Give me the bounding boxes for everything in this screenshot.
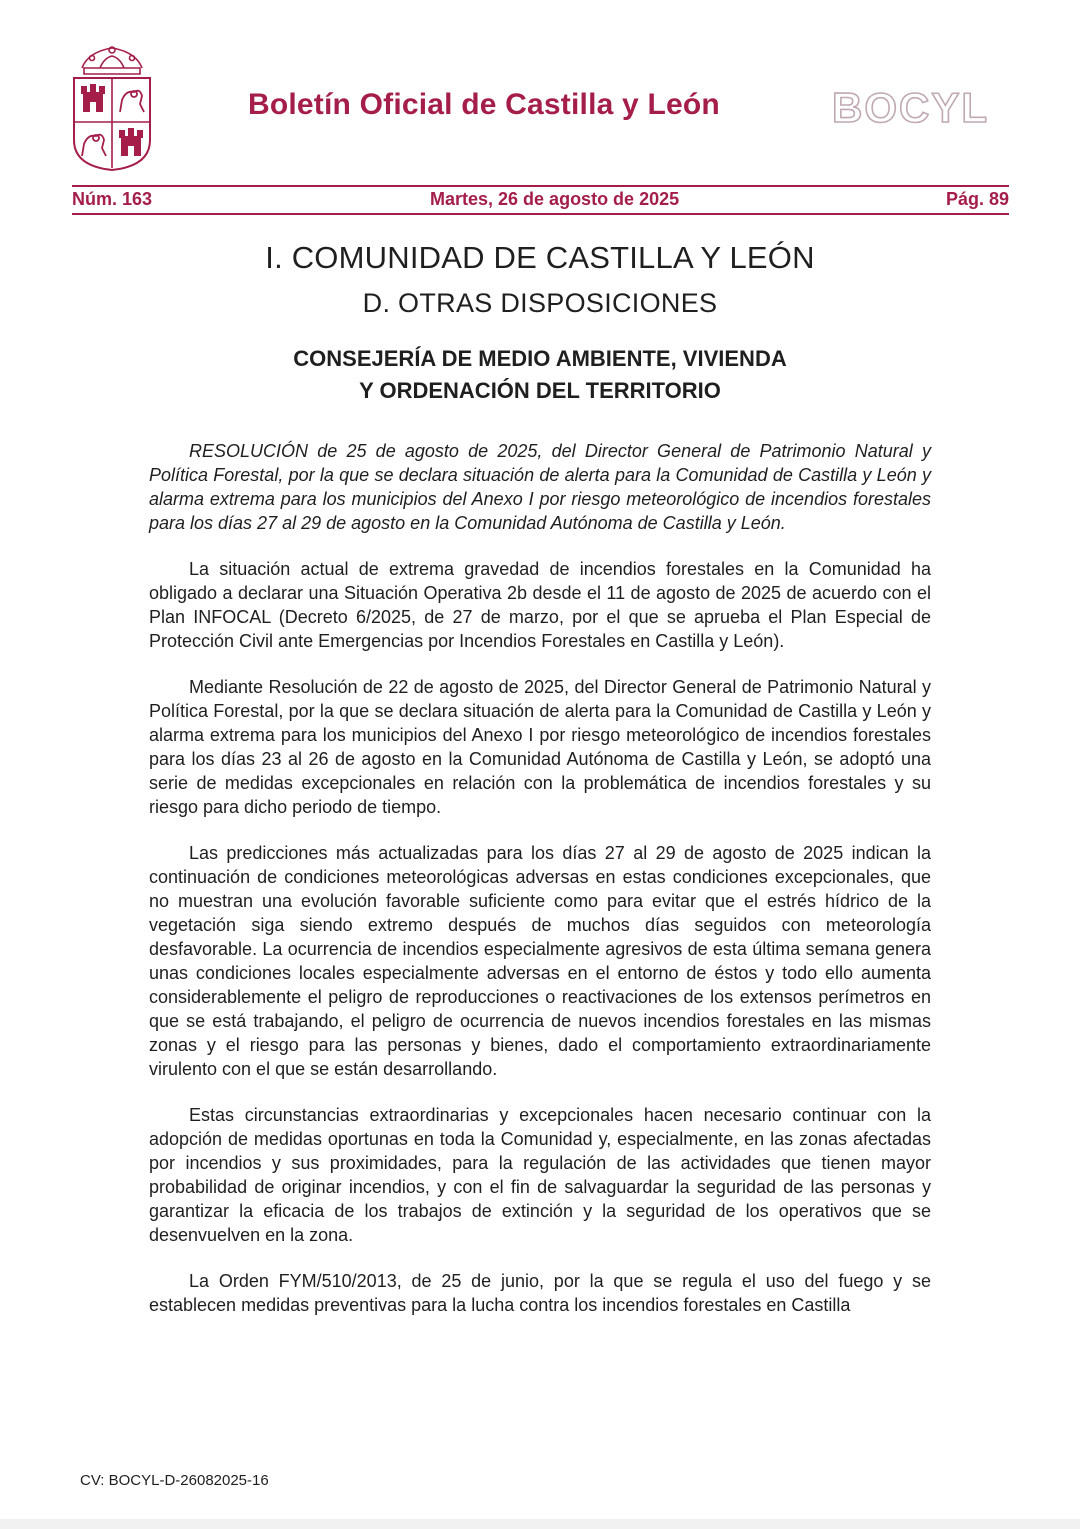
ministry-heading [0,343,1080,407]
document-body [149,439,931,1339]
ministry-line-1: CONSEJERÍA DE MEDIO AMBIENTE, VIVIENDA [293,346,787,371]
ministry-line-2: Y ORDENACIÓN DEL TERRITORIO [359,378,721,403]
body-paragraph: La Orden FYM/510/2013, de 25 de junio, por la que se regula el uso del fuego y se establecen medidas preventivas para la lucha contra los incendios forestales en Castilla [149,1271,931,1315]
bocyl-logo: BOCYL [832,84,989,131]
bottom-edge [0,1519,1080,1529]
page-number: Pág. 89 [945,189,1009,209]
verification-code: CV: BOCYL-D-26082025-16 [80,1472,269,1489]
issue-number: Núm. 163 [72,189,153,209]
subsection-heading: D. OTRAS DISPOSICIONES [362,288,718,318]
body-paragraph: Mediante Resolución de 22 de agosto de 2025, del Director General de Patrimonio Natural y Política Forestal, por la que se declara situación de alerta para la Comunidad de Castilla y León y alarma extrema para los municipios del Anexo I por riesgo meteorológico de incendios forestales para los días 23 al 26 de agosto en la Comunidad Autónoma de Castilla y León, se adoptó una serie de medidas excepcionales en relación con la problemática de incendios forestales y su riesgo para dicho periodo de tiempo. [149,677,931,817]
header-rule-bottom [72,213,1009,215]
gazette-title: Boletín Oficial de Castilla y León [248,88,720,121]
issue-date: Martes, 26 de agosto de 2025 [430,189,680,209]
body-paragraph: La situación actual de extrema gravedad de incendios forestales en la Comunidad ha obligado a declarar una Situación Operativa 2b desde el 11 de agosto de 2025 de acuerdo con el Plan INFOCAL (Decreto 6/2025, de 27 de marzo, por el que se aprueba el Plan Especial de Protección Civil ante Emergencias por Incendios Forestales en Castilla y León). [149,559,931,651]
body-paragraph: Estas circunstancias extraordinarias y excepcionales hacen necesario continuar con la adopción de medidas oportunas en toda la Comunidad y, especialmente, en las zonas afectadas por incendios y sus proximidades, para la regulación de las actividades que tienen mayor probabilidad de originar incendios, y con el fin de salvaguardar la seguridad de las personas y garantizar la eficacia de los trabajos de extinción y la seguridad de los operativos que se desenvuelven en la zona. [149,1105,931,1245]
coat-of-arms-icon [70,44,154,172]
header-rule-top [72,185,1009,187]
body-paragraph: Las predicciones más actualizadas para los días 27 al 29 de agosto de 2025 indican la continuación de condiciones meteorológicas adversas en estas condiciones excepcionales, que no muestran una evolución favorable suficiente como para evitar que el estrés hídrico de la vegetación siga siendo extremo después de muchos días seguidos con meteorología desfavorable. La ocurrencia de incendios especialmente agresivos de esta última semana genera unas condiciones locales especialmente adversas en el entorno de éstos y todo ello aumenta considerablemente el peligro de reproducciones o reactivaciones de los extensos perímetros en que se está trabajando, el peligro de ocurrencia de nuevos incendios forestales en las mismas zonas y el riesgo para las personas y bienes, dado el comportamiento extraordinariamente virulento con el que se están desarrollando. [149,843,931,1079]
resolution-summary: RESOLUCIÓN de 25 de agosto de 2025, del Director General de Patrimonio Natural y Política Forestal, por la que se declara situación de alerta para la Comunidad de Castilla y León y alarma extrema para los municipios del Anexo I por riesgo meteorológico de incendios forestales para los días 27 al 29 de agosto en la Comunidad Autónoma de Castilla y León. [149,441,931,533]
section-heading: I. COMUNIDAD DE CASTILLA Y LEÓN [265,240,815,275]
